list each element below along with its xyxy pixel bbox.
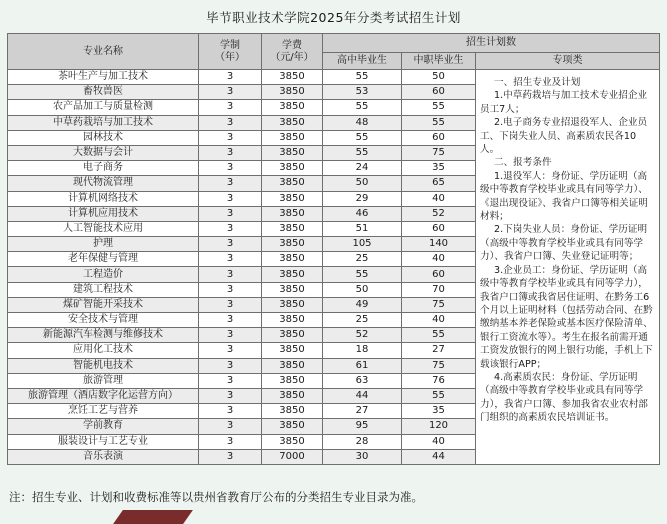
vocational-count-cell: 60 (402, 221, 476, 236)
major-name-cell: 学前教育 (8, 419, 199, 434)
special-note-paragraph: 二、报考条件 (494, 157, 552, 169)
header-duration (199, 34, 262, 70)
fee-cell: 3850 (262, 297, 323, 312)
fee-cell: 3850 (262, 434, 323, 449)
major-name-cell: 电子商务 (8, 161, 199, 176)
vocational-count-cell: 76 (402, 373, 476, 388)
duration-cell: 3 (199, 358, 262, 373)
major-name-cell: 工程造价 (8, 267, 199, 282)
fee-cell: 3850 (262, 328, 323, 343)
fee-cell: 3850 (262, 221, 323, 236)
duration-cell: 3 (199, 100, 262, 115)
duration-cell: 3 (199, 221, 262, 236)
vocational-count-cell: 70 (402, 282, 476, 297)
fee-cell: 3850 (262, 237, 323, 252)
major-name-cell: 煤矿智能开采技术 (8, 297, 199, 312)
high-school-count-cell: 48 (323, 115, 402, 130)
high-school-count-cell: 52 (323, 328, 402, 343)
major-name-cell: 计算机网络技术 (8, 191, 199, 206)
fee-cell: 3850 (262, 267, 323, 282)
high-school-count-cell: 55 (323, 267, 402, 282)
high-school-count-cell: 53 (323, 85, 402, 100)
high-school-count-cell: 28 (323, 434, 402, 449)
fee-cell: 7000 (262, 449, 323, 464)
header-duration-line2: （年） (215, 51, 245, 63)
major-name-cell: 计算机应用技术 (8, 206, 199, 221)
header-special: 专项类 (476, 53, 660, 70)
vocational-count-cell: 55 (402, 115, 476, 130)
header-fee-line1: 学费 (282, 39, 302, 51)
duration-cell: 3 (199, 85, 262, 100)
high-school-count-cell: 55 (323, 130, 402, 145)
vocational-count-cell: 75 (402, 358, 476, 373)
duration-cell: 3 (199, 191, 262, 206)
fee-cell: 3850 (262, 373, 323, 388)
header-high-school: 高中毕业生 (323, 53, 402, 70)
high-school-count-cell: 55 (323, 100, 402, 115)
header-plan: 招生计划数 (323, 34, 660, 53)
vocational-count-cell: 120 (402, 419, 476, 434)
major-name-cell: 茶叶生产与加工技术 (8, 70, 199, 85)
table-row (8, 70, 660, 85)
vocational-count-cell: 35 (402, 161, 476, 176)
duration-cell: 3 (199, 434, 262, 449)
vocational-count-cell: 52 (402, 206, 476, 221)
special-category-notes (476, 70, 660, 465)
high-school-count-cell: 105 (323, 237, 402, 252)
high-school-count-cell: 50 (323, 176, 402, 191)
high-school-count-cell: 51 (323, 221, 402, 236)
major-name-cell: 新能源汽车检测与维修技术 (8, 328, 199, 343)
high-school-count-cell: 30 (323, 449, 402, 464)
duration-cell: 3 (199, 419, 262, 434)
special-note-paragraph: 2.电子商务专业招退役军人、企业员工、下岗失业人员、高素质农民各10人。 (480, 117, 648, 156)
duration-cell: 3 (199, 388, 262, 403)
vocational-count-cell: 27 (402, 343, 476, 358)
header-major: 专业名称 (8, 34, 199, 70)
vocational-count-cell: 140 (402, 237, 476, 252)
header-duration-line1: 学制 (220, 39, 240, 51)
duration-cell: 3 (199, 237, 262, 252)
major-name-cell: 现代物流管理 (8, 176, 199, 191)
high-school-count-cell: 25 (323, 252, 402, 267)
vocational-count-cell: 60 (402, 85, 476, 100)
duration-cell: 3 (199, 176, 262, 191)
fee-cell: 3850 (262, 388, 323, 403)
fee-cell: 3850 (262, 100, 323, 115)
vocational-count-cell: 60 (402, 267, 476, 282)
duration-cell: 3 (199, 449, 262, 464)
vocational-count-cell: 44 (402, 449, 476, 464)
major-name-cell: 智能机电技术 (8, 358, 199, 373)
vocational-count-cell: 50 (402, 70, 476, 85)
high-school-count-cell: 44 (323, 388, 402, 403)
fee-cell: 3850 (262, 419, 323, 434)
high-school-count-cell: 50 (323, 282, 402, 297)
special-note-paragraph: 1.中草药栽培与加工技术专业招企业员工7人； (480, 90, 648, 115)
major-name-cell: 大数据与会计 (8, 145, 199, 160)
vocational-count-cell: 35 (402, 404, 476, 419)
major-name-cell: 畜牧兽医 (8, 85, 199, 100)
duration-cell: 3 (199, 373, 262, 388)
duration-cell: 3 (199, 297, 262, 312)
vocational-count-cell: 60 (402, 130, 476, 145)
special-note-paragraph: 1.退役军人：身份证、学历证明（高级中等教育学校毕业或具有同等学力）、《退出现役证》、我省户口簿等相关证明材料； (480, 170, 648, 223)
duration-cell: 3 (199, 206, 262, 221)
enrollment-plan-table (7, 33, 660, 465)
duration-cell: 3 (199, 130, 262, 145)
major-name-cell: 农产品加工与质量检测 (8, 100, 199, 115)
major-name-cell: 老年保健与管理 (8, 252, 199, 267)
vocational-count-cell: 55 (402, 100, 476, 115)
fee-cell: 3850 (262, 176, 323, 191)
major-name-cell: 旅游管理（酒店数字化运营方向） (8, 388, 199, 403)
high-school-count-cell: 49 (323, 297, 402, 312)
header-fee (262, 34, 323, 70)
major-name-cell: 服装设计与工艺专业 (8, 434, 199, 449)
fee-cell: 3850 (262, 115, 323, 130)
duration-cell: 3 (199, 282, 262, 297)
vocational-count-cell: 40 (402, 434, 476, 449)
special-note-paragraph: 2.下岗失业人员：身份证、学历证明（高级中等教育学校毕业或具有同等学力）、我省户口簿、失业登记证明等； (480, 224, 648, 263)
high-school-count-cell: 61 (323, 358, 402, 373)
high-school-count-cell: 63 (323, 373, 402, 388)
duration-cell: 3 (199, 328, 262, 343)
vocational-count-cell: 40 (402, 252, 476, 267)
fee-cell: 3850 (262, 206, 323, 221)
vocational-count-cell: 55 (402, 388, 476, 403)
vocational-count-cell: 65 (402, 176, 476, 191)
fee-cell: 3850 (262, 145, 323, 160)
high-school-count-cell: 95 (323, 419, 402, 434)
high-school-count-cell: 46 (323, 206, 402, 221)
duration-cell: 3 (199, 404, 262, 419)
vocational-count-cell: 55 (402, 328, 476, 343)
high-school-count-cell: 55 (323, 70, 402, 85)
major-name-cell: 安全技术与管理 (8, 313, 199, 328)
duration-cell: 3 (199, 115, 262, 130)
major-name-cell: 应用化工技术 (8, 343, 199, 358)
duration-cell: 3 (199, 252, 262, 267)
special-note-paragraph: 一、招生专业及计划 (494, 77, 581, 88)
fee-cell: 3850 (262, 161, 323, 176)
high-school-count-cell: 18 (323, 343, 402, 358)
major-name-cell: 音乐表演 (8, 449, 199, 464)
major-name-cell: 园林技术 (8, 130, 199, 145)
duration-cell: 3 (199, 145, 262, 160)
fee-cell: 3850 (262, 70, 323, 85)
major-name-cell: 护理 (8, 237, 199, 252)
vocational-count-cell: 40 (402, 191, 476, 206)
duration-cell: 3 (199, 313, 262, 328)
high-school-count-cell: 27 (323, 404, 402, 419)
vocational-count-cell: 75 (402, 145, 476, 160)
fee-cell: 3850 (262, 358, 323, 373)
header-vocational: 中职毕业生 (402, 53, 476, 70)
special-note-paragraph: 4.高素质农民：身份证、学历证明（高级中等教育学校毕业或具有同等学力），我省户口簿、参加我省农业农村部门组织的高素质农民培训证书。 (480, 371, 648, 424)
major-name-cell: 人工智能技术应用 (8, 221, 199, 236)
fee-cell: 3850 (262, 282, 323, 297)
high-school-count-cell: 55 (323, 145, 402, 160)
major-name-cell: 旅游管理 (8, 373, 199, 388)
header-fee-line2: （元/年） (270, 51, 314, 63)
page-title: 毕节职业技术学院2025年分类考试招生计划 (206, 10, 461, 25)
vocational-count-cell: 75 (402, 297, 476, 312)
major-name-cell: 烹饪工艺与营养 (8, 404, 199, 419)
high-school-count-cell: 29 (323, 191, 402, 206)
duration-cell: 3 (199, 267, 262, 282)
high-school-count-cell: 24 (323, 161, 402, 176)
fee-cell: 3850 (262, 404, 323, 419)
footnote: 注：招生专业、计划和收费标准等以贵州省教育厅公布的分类招生专业目录为准。 (9, 490, 423, 504)
fee-cell: 3850 (262, 252, 323, 267)
fee-cell: 3850 (262, 130, 323, 145)
major-name-cell: 建筑工程技术 (8, 282, 199, 297)
duration-cell: 3 (199, 343, 262, 358)
high-school-count-cell: 25 (323, 313, 402, 328)
fee-cell: 3850 (262, 191, 323, 206)
vocational-count-cell: 40 (402, 313, 476, 328)
fee-cell: 3850 (262, 85, 323, 100)
fee-cell: 3850 (262, 343, 323, 358)
duration-cell: 3 (199, 70, 262, 85)
fee-cell: 3850 (262, 313, 323, 328)
special-note-paragraph: 3.企业员工：身份证、学历证明（高级中等教育学校毕业或具有同等学力），我省户口簿或我省居住证明、在黔务工6个月以上证明材料（包括劳动合同、在黔缴纳基本养老保险或基本医疗保险清单、银行工资流水等）。考生在报名前需开通工资发放银行的网上银行功能，手机上下载该银行APP； (480, 264, 653, 370)
major-name-cell: 中草药栽培与加工技术 (8, 115, 199, 130)
duration-cell: 3 (199, 161, 262, 176)
